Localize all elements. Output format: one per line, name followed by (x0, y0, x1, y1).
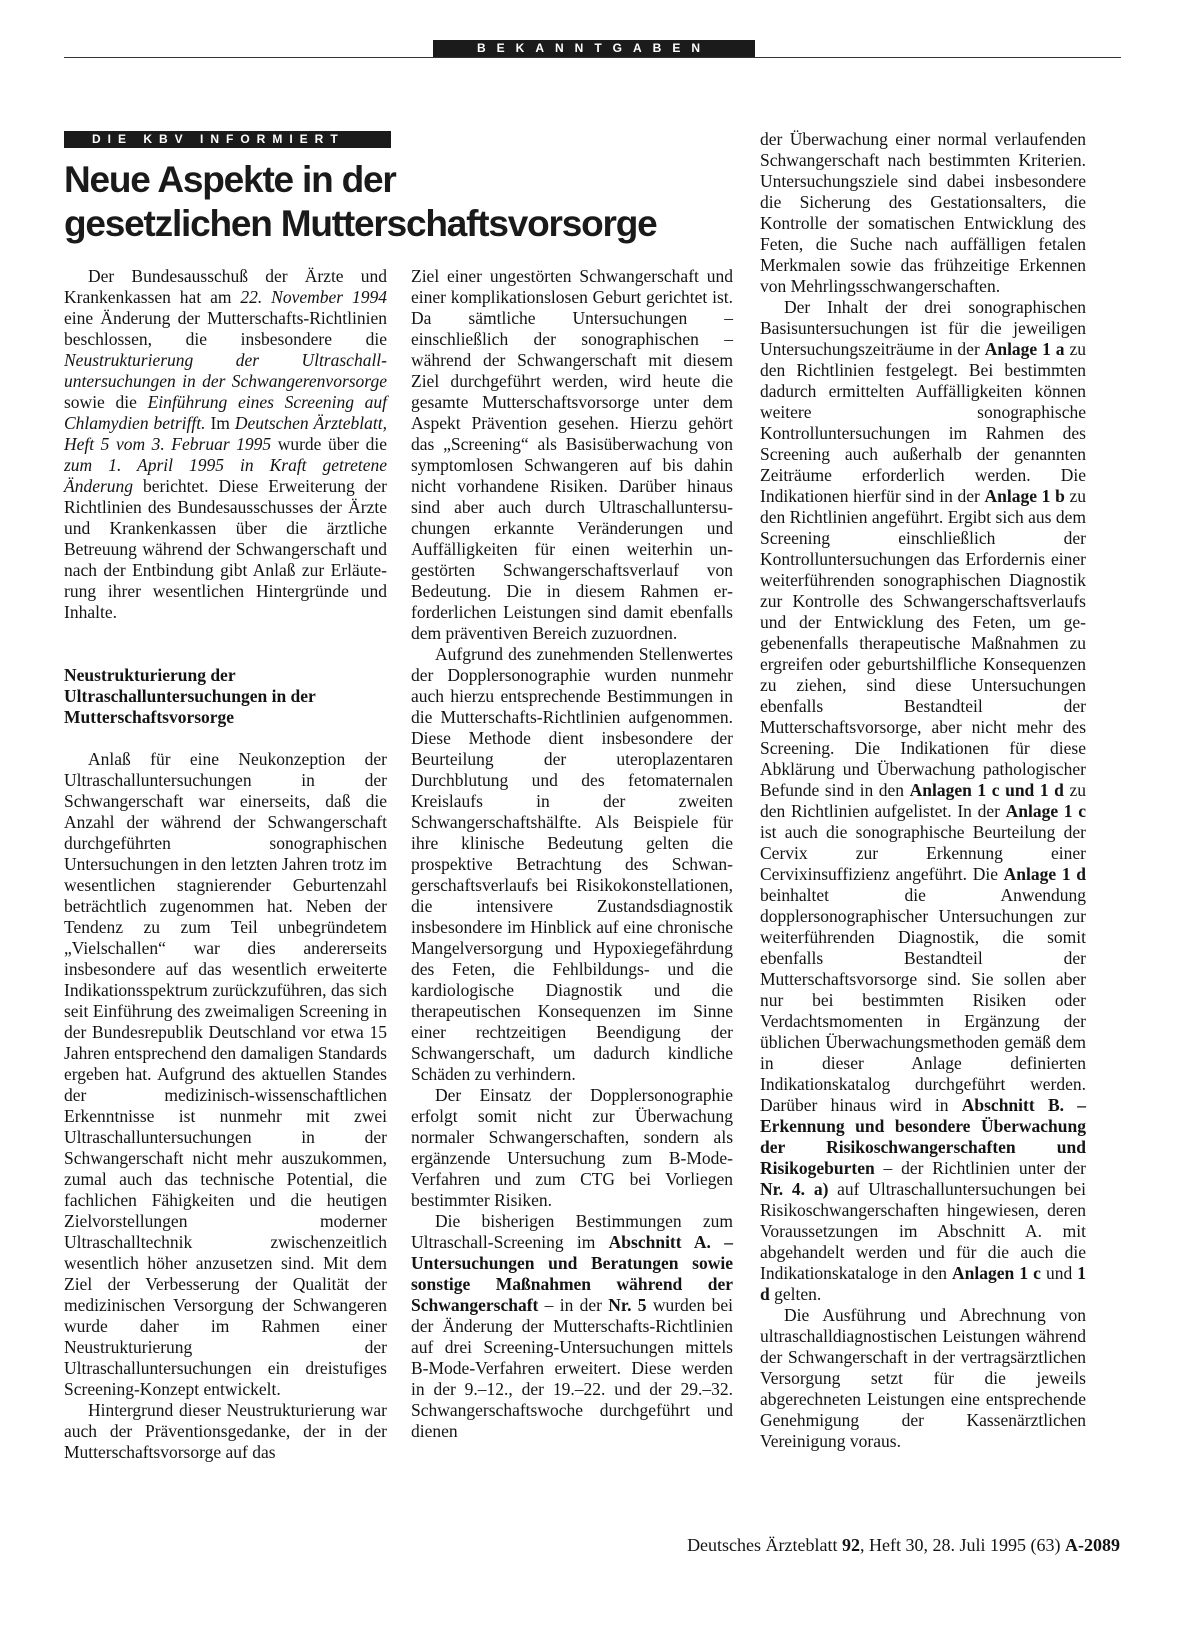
paragraph: Anlaß für eine Neukonzeption der Ultraschalluntersuchungen in der Schwangerschaft war einerseits, daß die Anzahl der während der Schwangerschaft durchgeführten sonographischen Untersuchungen in den letzten Jahren trotz im wesentlichen stagnierender Geburtenzahl beträchtlich zugenommen hat. Neben der Tendenz zu zum Teil unbegründetem „Vielschallen“ war dies andererseits insbesondere auf das wesentlich erweiterte Indikationsspektrum zurückzuführen, das sich seit Einführung des zweimaligen Screening in der Bundesrepublik Deutschland vor etwa 15 Jahren entsprechend den damaligen Standards ergeben hat. Aufgrund des aktuellen Standes der medizinisch-wissenschaftlichen Erkenntnisse ist nunmehr mit zwei Ultraschalluntersuchungen in der Schwangerschaft nicht mehr auszukommen, zumal auch das technische Potential, die fachlichen Fähigkeiten und die heutigen Zielvorstellungen moderner Ultraschalltechnik zwischenzeitlich wesentlich höher anzusetzen sind. Mit dem Ziel der Verbesserung der Qualität der medizinischen Versorgung der Schwangeren wurde daher im Rahmen einer Neustrukturierung der Ultraschalluntersuchungen ein dreistufiges Screening-Konzept entwickelt. (64, 749, 387, 1399)
paragraph: Die bisherigen Bestimmungen zum Ultraschall-Screening im Abschnitt A. – Untersuchungen und Beratungen sowie sonstige Maßnahmen während der Schwangerschaft – in der Nr. 5 wurden bei der Änderung der Mutterschafts-Richtlinien auf drei Screening-Untersuchungen mittels B-Mode-Verfahren erweitert. Diese werden in der 9.–12., der 19.–22. und der 29.–32. Schwangerschaftswoche durchgeführt und dienen (411, 1211, 733, 1441)
paragraph: Ziel einer ungestörten Schwangerschaft und einer komplikationslosen Geburt gerichtet ist. Da sämtliche Untersuchungen – einschließlich der sonographischen – während der Schwangerschaft mit diesem Ziel durchgeführt werden, wird heute die gesamte Mutterschaftsvorsorge unter dem Aspekt Prävention gesehen. Hierzu gehört das „Screening“ als Basisüberwachung von symptomlosen Schwangeren auf bis dahin nicht vorhandene Risiken. Darüber hinaus sind aber auch durch Ultraschalluntersuchungen erkannte Veränderungen und Auffälligkeiten für einen weiterhin ungestörten Schwangerschaftsverlauf von Bedeutung. Die in diesem Rahmen erforderlichen Leistungen sind damit ebenfalls dem präventiven Bereich zuzuordnen. (411, 266, 733, 643)
article-title-line-2: gesetzlichen Mutterschaftsvorsorge (64, 203, 657, 244)
text-column-2 (411, 266, 733, 1442)
paragraph: Der Inhalt der drei sonographischen Basisuntersuchungen ist für die jeweiligen Untersuchungszeiträume in der Anlage 1 a zu den Richtlinien festgelegt. Bei bestimmten dadurch ermittelten Auffälligkeiten können weitere sonographische Kontrolluntersuchungen im Rahmen des Screening auch außerhalb der genannten Zeiträume erforderlich werden. Die Indikationen hierfür sind in der Anlage 1 b zu den Richtlinien angeführt. Ergibt sich aus dem Screening einschließlich der Kontrolluntersuchungen das Erfordernis einer weiterführenden sonographischen Diagnostik zur Kontrolle des Schwangerschaftsverlaufs und der Entwicklung des Feten, um gegebenenfalls therapeutische Maßnahmen zu ergreifen oder geburtshilfliche Konsequenzen zu ziehen, sind diese Untersuchungen ebenfalls Bestandteil der Mutterschaftsvorsorge, aber nicht mehr des Screening. Die Indikationen für diese Abklärung und Überwachung pathologischer Befunde sind in den Anlagen 1 c und 1 d zu den Richtlinien aufgelistet. In der Anlage 1 c ist auch die sonographische Beurteilung der Cervix zur Erkennung einer Cervixinsuffizienz angeführt. Die Anlage 1 d beinhaltet die Anwendung dopplersonographischer Untersuchungen zur weiterführenden Diagnostik, die somit ebenfalls Bestandteil der Mutterschaftsvorsorge sind. Sie sollen aber nur bei bestimmten Risiken oder Verdachtsmomenten in Ergänzung der üblichen Überwachungsmethoden gemäß dem in dieser Anlage definierten Indikationskatalog durchgeführt werden. Darüber hinaus wird in Abschnitt B. – Erkennung und besondere Überwachung der Risikoschwangerschaften und Risikogeburten – der Richtlinien unter der Nr. 4. a) auf Ultraschalluntersuchungen bei Risikoschwangerschaften hingewiesen, deren Voraussetzungen im Abschnitt A. mit abgehandelt werden und für die auch die Indikationskataloge in den Anlagen 1 c und 1 d gelten. (760, 297, 1087, 1304)
issue-info: , Heft 30, 28. Juli 1995 (63) (860, 1535, 1065, 1555)
journal-volume: 92 (842, 1535, 861, 1555)
paragraph: Die Ausführung und Abrechnung von ultraschalldiagnostischen Leistungen während der Schwangerschaft in der vertragsärztlichen Versorgung setzt für die jeweils abgerechneten Leistungen eine entsprechende Genehmigung der Kassenärztlichen Vereinigung voraus. (760, 1305, 1086, 1451)
subheading: Neustrukturierung der Ultraschalluntersuchungen in der Mutterschaftsvorsorge (64, 665, 316, 727)
text-column-3 (760, 129, 1086, 1452)
kicker-bar: DIE KBV INFORMIERT (64, 131, 391, 148)
header-rule (64, 57, 1121, 58)
paragraph: Der Bundesausschuß der Ärzte und Krankenkassen hat am 22. November 1994 eine Änderung der Mutterschafts-Richtlinien beschlossen, die insbesondere die Neustrukturierung der Ultraschalluntersuchungen in der Schwangerenvorsorge sowie die Einführung eines Screening auf Chlamydien betrifft. Im Deutschen Ärzteblatt, Heft 5 vom 3. Februar 1995 wurde über die zum 1. April 1995 in Kraft getretene Änderung berichtet. Diese Erweiterung der Richtlinien des Bundesausschusses der Ärzte und Krankenkassen über die ärztliche Betreuung während der Schwangerschaft und nach der Entbindung gibt Anlaß zur Erläuterung ihrer wesentlichen Hintergründe und Inhalte. (64, 266, 387, 622)
paragraph: Der Einsatz der Dopplersonographie erfolgt somit nicht zur Überwachung normaler Schwangerschaften, sondern als ergänzende Untersuchung zum B-Mode-Verfahren und zum CTG bei Vorliegen bestimmter Risiken. (411, 1085, 733, 1210)
paragraph: der Überwachung einer normal verlaufenden Schwangerschaft nach bestimmten Kriterien. Untersuchungsziele sind dabei insbesondere die Sicherung des Gestationsalters, die Kontrolle der somatischen Entwicklung des Feten, die Suche nach auffälligen fetalen Merkmalen sowie das frühzeitige Erkennen von Mehrlingsschwangerschaften. (760, 129, 1086, 296)
article-title (64, 158, 764, 246)
text-column-1 (64, 266, 387, 1463)
paragraph: Hintergrund dieser Neustrukturierung war auch der Präventionsgedanke, der in der Mutterschaftsvorsorge auf das (64, 1400, 387, 1462)
journal-name: Deutsches Ärzteblatt (687, 1535, 843, 1555)
page-footer (590, 1534, 1120, 1556)
section-label: BEKANNTGABEN (433, 40, 755, 57)
article-title-line-1: Neue Aspekte in der (64, 159, 396, 200)
paragraph: Aufgrund des zunehmenden Stellenwertes der Dopplersonographie wurden nunmehr auch hierzu entsprechende Bestimmungen in die Mutterschafts-Richtlinien aufgenommen. Diese Methode dient insbesondere der Beurteilung der uteroplazentaren Durchblutung und des fetomaternalen Kreislaufs in der zweiten Schwangerschaftshälfte. Als Beispiele für ihre klinische Bedeutung gelten die prospektive Betrachtung des Schwangerschaftsverlaufs bei Risikokonstellationen, die intensivere Zustandsdiagnostik insbesondere im Hinblick auf eine chronische Mangelversorgung und Hypoxiegefährdung des Feten, die Fehlbildungs- und die kardiologische Diagnostik und die therapeutischen Konsequenzen im Sinne einer rechtzeitigen Beendigung der Schwangerschaft, um dadurch kindliche Schäden zu verhindern. (411, 644, 733, 1084)
page-number: A-2089 (1065, 1535, 1120, 1555)
